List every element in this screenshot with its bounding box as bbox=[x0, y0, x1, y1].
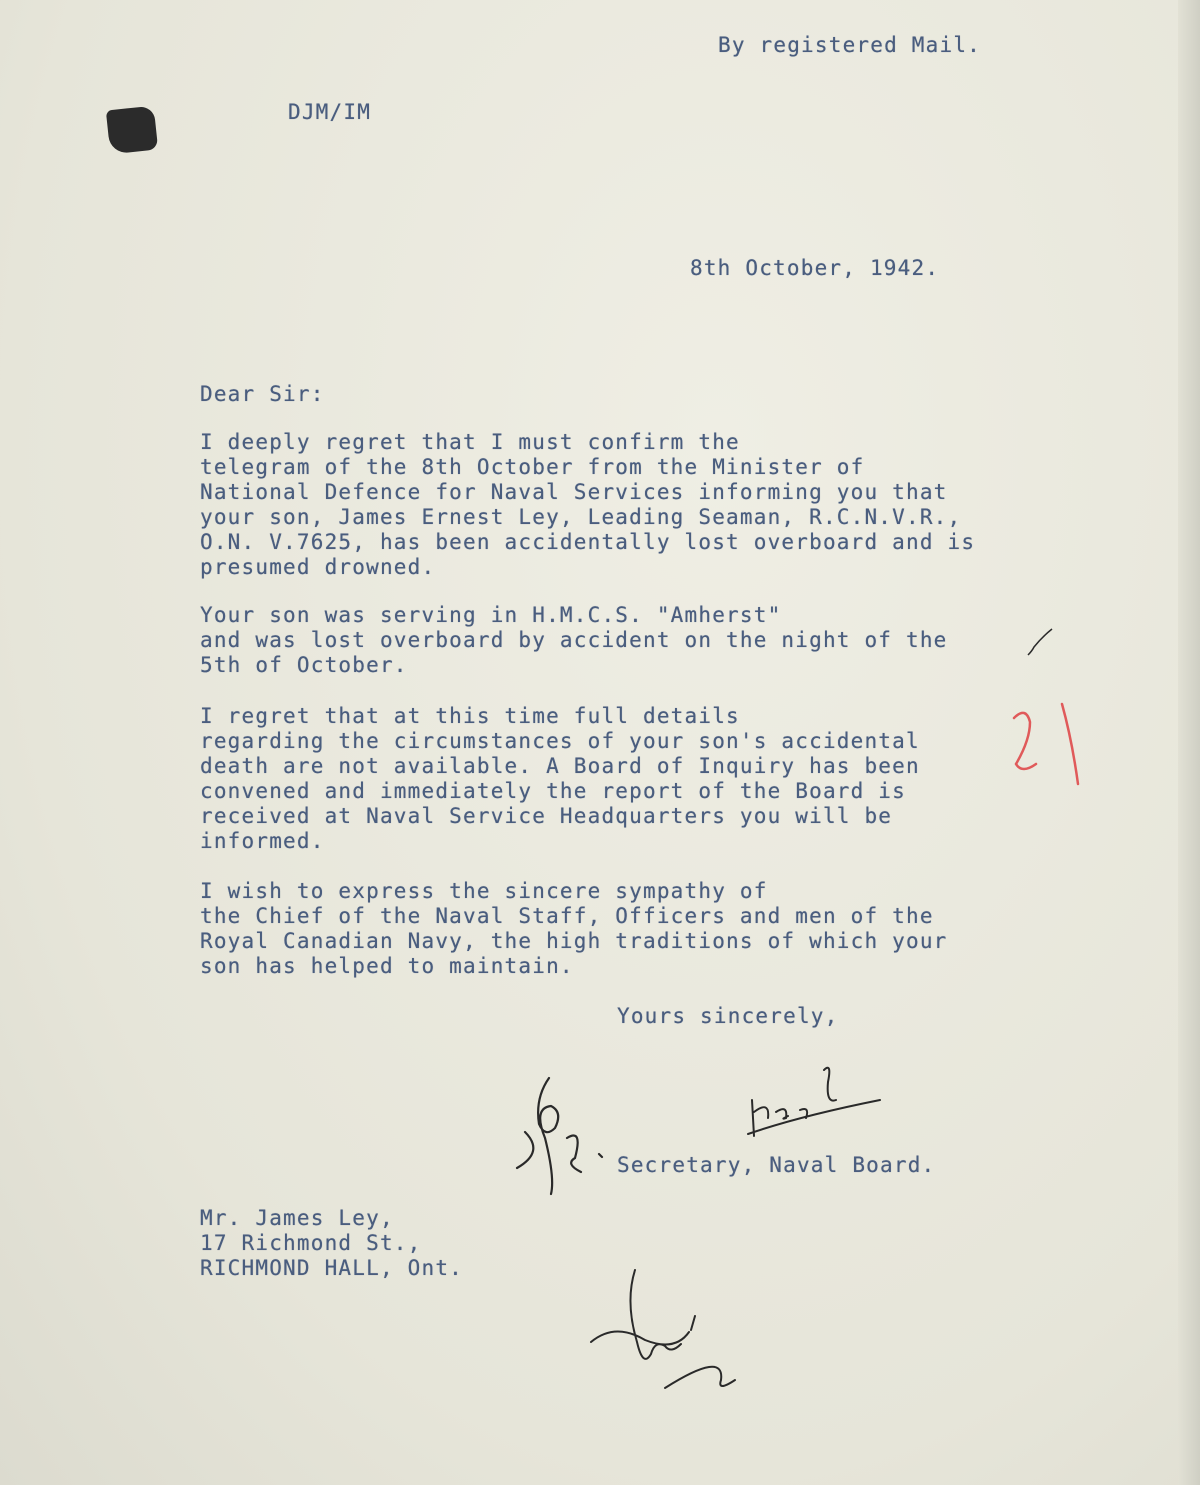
body-paragraph-3: I regret that at this time full details regarding the circumstances of your son's accidental death are not available. A Board of Inquiry has been convened and immediately the report of the Board is received at Naval Service Headquarters you will be informed. bbox=[200, 704, 920, 853]
body-paragraph-4: I wish to express the sincere sympathy of the Chief of the Naval Staff, Officers and men of the Royal Canadian Navy, the high traditions of which your son has helped to maintain. bbox=[200, 879, 948, 978]
recipient-name: Mr. James Ley, bbox=[200, 1206, 394, 1230]
salutation: Dear Sir: bbox=[200, 382, 325, 406]
signatory-title: Secretary, Naval Board. bbox=[617, 1153, 936, 1177]
reference-code: DJM/IM bbox=[288, 100, 372, 124]
body-paragraph-1: I deeply regret that I must confirm the telegram of the 8th October from the Minister of National Defence for Naval Services informing you that your son, James Ernest Ley, Leading Seaman, R.C.N.V.R., O.N. V.7625, has been accidentally lost overboard and is presumed drowned. bbox=[200, 430, 976, 579]
delivery-note: By registered Mail. bbox=[718, 33, 982, 57]
check-mark-icon bbox=[1020, 625, 1060, 665]
page-edge-shadow bbox=[1178, 0, 1200, 1485]
letter-date: 8th October, 1942. bbox=[690, 256, 940, 280]
recipient-city: RICHMOND HALL, Ont. bbox=[200, 1256, 464, 1280]
body-paragraph-2: Your son was serving in H.M.C.S. "Amherst" and was lost overboard by accident on the night of the 5th of October. bbox=[200, 603, 948, 677]
closing: Yours sincerely, bbox=[617, 1004, 839, 1028]
punch-hole bbox=[106, 106, 158, 155]
signature-3 bbox=[585, 1262, 745, 1412]
recipient-street: 17 Richmond St., bbox=[200, 1231, 422, 1255]
signature-1 bbox=[505, 1068, 615, 1208]
signature-2 bbox=[740, 1060, 890, 1140]
red-margin-note bbox=[1000, 700, 1100, 800]
